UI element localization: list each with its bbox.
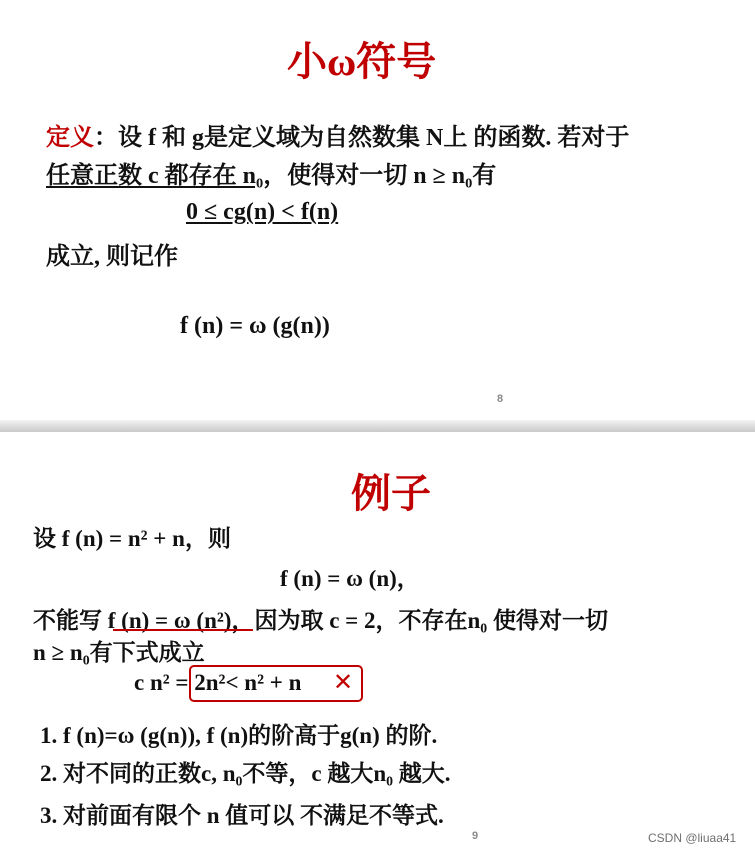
definition-line-2 xyxy=(46,155,496,190)
example-line-2: f (n) = ω (n)， xyxy=(280,566,420,591)
point-2: 2. 对不同的正数c, n₀不等，c 越大n₀ 越大. xyxy=(40,761,451,786)
equation-boxed: 2n²< n² + n xyxy=(194,670,302,695)
slide-8 xyxy=(0,0,755,420)
point-1: 1. f (n)=ω (g(n)), f (n)的阶高于g(n) 的阶. xyxy=(40,723,438,748)
point-3: 3. 对前面有限个 n 值可以 不满足不等式. xyxy=(40,803,444,828)
page-number: 9 xyxy=(472,830,479,842)
notation-formula: f (n) = ω (g(n)) xyxy=(180,313,330,339)
definition-text-1: ：设 f 和 g是定义域为自然数集 N上 的函数. 若对于 xyxy=(94,125,630,151)
example-text-a: 不能写 xyxy=(33,608,108,633)
slide-title: 小ω符号 xyxy=(287,39,437,84)
cross-icon: ✕ xyxy=(333,668,354,696)
example-line-4: n ≥ n₀有下式成立 xyxy=(33,640,205,665)
definition-underlined: 任意正数 c 都存在 n₀ xyxy=(46,163,264,189)
red-underline xyxy=(113,629,253,631)
example-text-c: ，因为取 c = 2，不存在n₀ 使得对一切 xyxy=(231,608,608,633)
definition-line-1 xyxy=(46,117,629,152)
equation-left: c n² = xyxy=(134,670,195,695)
page-number: 8 xyxy=(497,393,504,405)
slide-9 xyxy=(0,432,755,852)
definition-label: 定义 xyxy=(46,125,94,151)
inequality: 0 ≤ cg(n) < f(n) xyxy=(186,199,339,225)
slide-separator xyxy=(0,420,755,432)
example-line-1: 设 f (n) = n² + n，则 xyxy=(33,526,231,551)
definition-text-2: ，使得对一切 n ≥ n₀有 xyxy=(263,163,497,189)
watermark: CSDN @liuaa41 xyxy=(648,831,737,845)
definition-line-3: 成立, 则记作 xyxy=(46,244,178,270)
slide-title: 例子 xyxy=(351,471,431,516)
wrong-formula: f (n) = ω (n²) xyxy=(107,608,232,633)
